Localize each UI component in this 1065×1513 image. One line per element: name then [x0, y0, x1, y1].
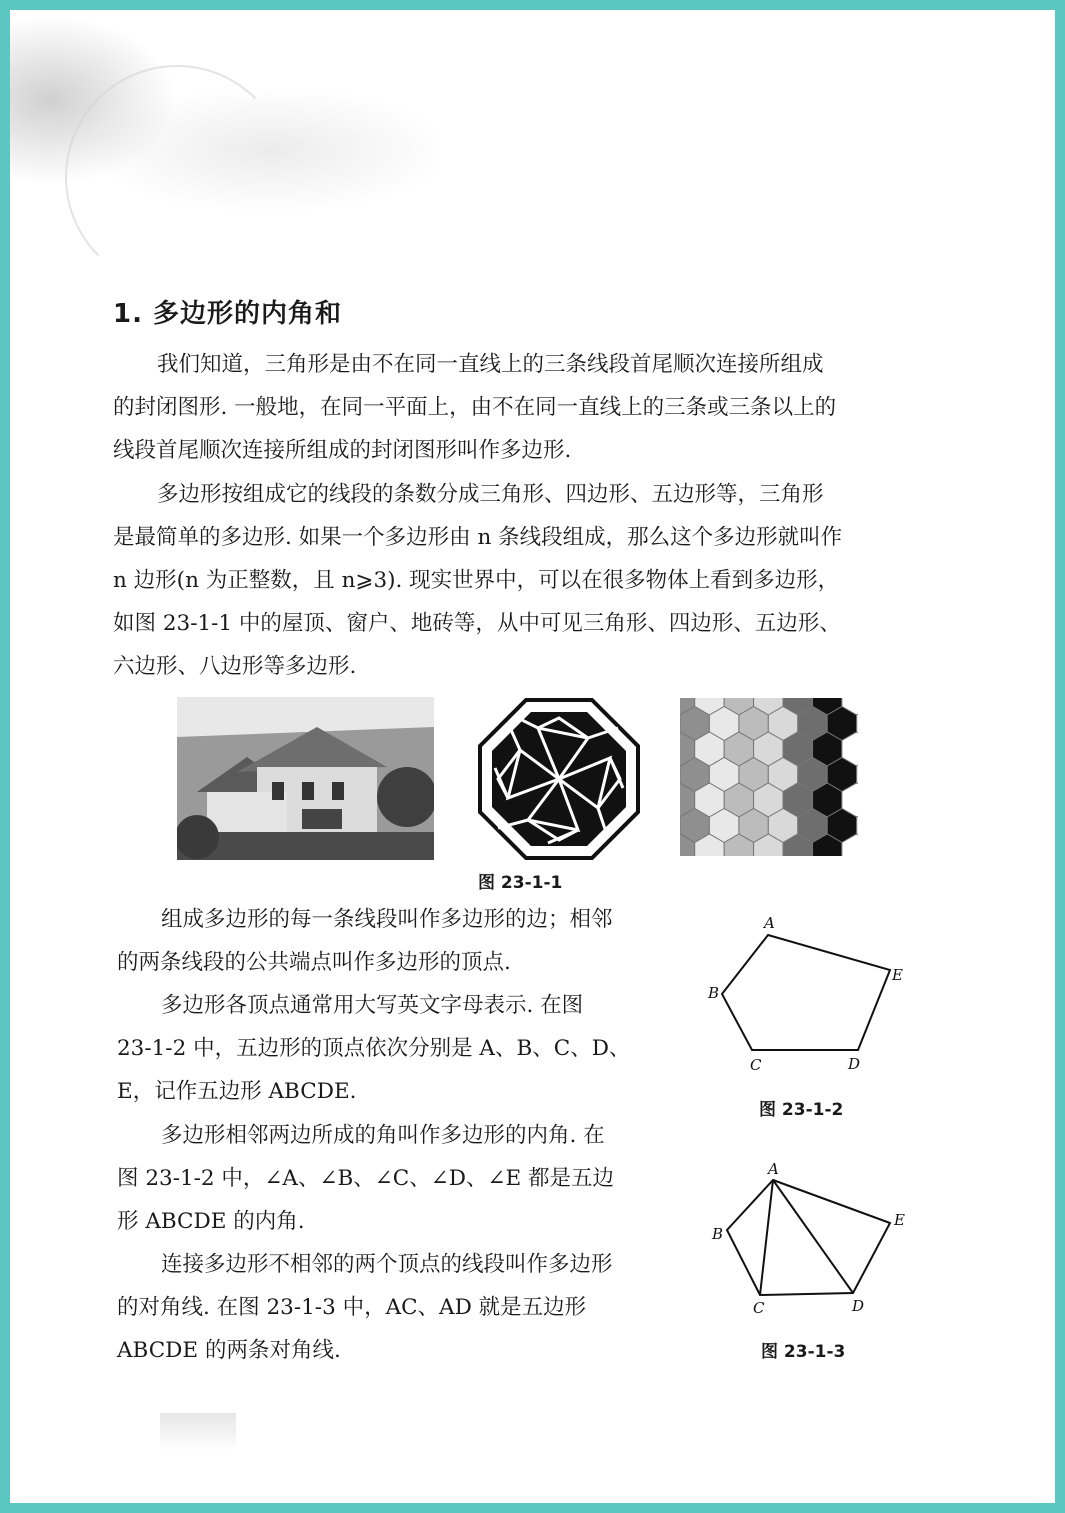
vertex-label-b: B: [708, 984, 720, 1002]
paragraph-vertex-naming: [117, 984, 687, 1113]
pentagon-diagonals-figure: [700, 1155, 910, 1325]
paragraph-polygon-definition: [113, 343, 943, 472]
figure-caption: 图 23-1-2: [759, 1100, 844, 1120]
vertex-label-c: C: [753, 1299, 765, 1317]
vertex-label-b: B: [712, 1225, 724, 1243]
section-heading: 1. 多边形的内角和: [113, 299, 343, 329]
text-line: 组成多边形的每一条线段叫作多边形的边；相邻: [161, 907, 613, 932]
octagon-window-figure: [478, 698, 640, 860]
header-decoration-arc: [65, 65, 289, 289]
text-line: 图 23-1-2 中，∠A、∠B、∠C、∠D、∠E 都是五边: [117, 1166, 615, 1191]
vertex-label-d: D: [852, 1297, 865, 1315]
figure-caption: 图 23-1-3: [761, 1342, 846, 1362]
textbook-page: [10, 10, 1055, 1503]
paragraph-diagonals: [117, 1243, 687, 1372]
text-line: ABCDE 的两条对角线.: [117, 1338, 341, 1363]
vertex-label-d: D: [848, 1055, 861, 1073]
text-line: 是最简单的多边形. 如果一个多边形由 n 条线段组成，那么这个多边形就叫作: [113, 525, 843, 550]
pentagon-figure: [700, 910, 910, 1075]
figure-caption: 图 23-1-1: [478, 873, 563, 893]
text-line: 如图 23-1-1 中的屋顶、窗户、地砖等，从中可见三角形、四边形、五边形、: [113, 611, 841, 636]
text-line: 多边形各顶点通常用大写英文字母表示. 在图: [161, 993, 584, 1018]
text-line: 的对角线. 在图 23-1-3 中，AC、AD 就是五边形: [117, 1295, 587, 1320]
page-number-box: [160, 1413, 236, 1451]
vertex-label-e: E: [894, 1211, 905, 1229]
vertex-label-a: A: [768, 1160, 779, 1178]
paragraph-polygon-classification: [113, 473, 943, 688]
text-line: 线段首尾顺次连接所组成的封闭图形叫作多边形.: [113, 438, 572, 463]
text-line: 的两条线段的公共端点叫作多边形的顶点.: [117, 950, 511, 975]
text-line: 23-1-2 中，五边形的顶点依次分别是 A、B、C、D、: [117, 1036, 631, 1061]
text-line: 的封闭图形. 一般地，在同一平面上，由不在同一直线上的三条或三条以上的: [113, 395, 837, 420]
text-line: 我们知道，三角形是由不在同一直线上的三条线段首尾顺次连接所组成: [157, 352, 824, 377]
vertex-label-e: E: [892, 966, 903, 984]
text-line: 连接多边形不相邻的两个顶点的线段叫作多边形: [161, 1252, 613, 1277]
text-line: 形 ABCDE 的内角.: [117, 1209, 305, 1234]
vertex-label-c: C: [750, 1056, 762, 1074]
vertex-label-a: A: [764, 914, 775, 932]
text-line: 六边形、八边形等多边形.: [113, 654, 357, 679]
hexagon-floor-tiles-figure: [680, 698, 858, 856]
text-line: 多边形按组成它的线段的条数分成三角形、四边形、五边形等，三角形: [157, 482, 824, 507]
house-roof-photo: [177, 697, 434, 860]
text-line: 多边形相邻两边所成的角叫作多边形的内角. 在: [161, 1123, 605, 1148]
paragraph-sides-vertices: [117, 898, 687, 984]
text-line: E，记作五边形 ABCDE.: [117, 1079, 357, 1104]
text-line: n 边形(n 为正整数，且 n⩾3). 现实世界中，可以在很多物体上看到多边形，: [113, 568, 840, 593]
paragraph-interior-angles: [117, 1114, 687, 1243]
